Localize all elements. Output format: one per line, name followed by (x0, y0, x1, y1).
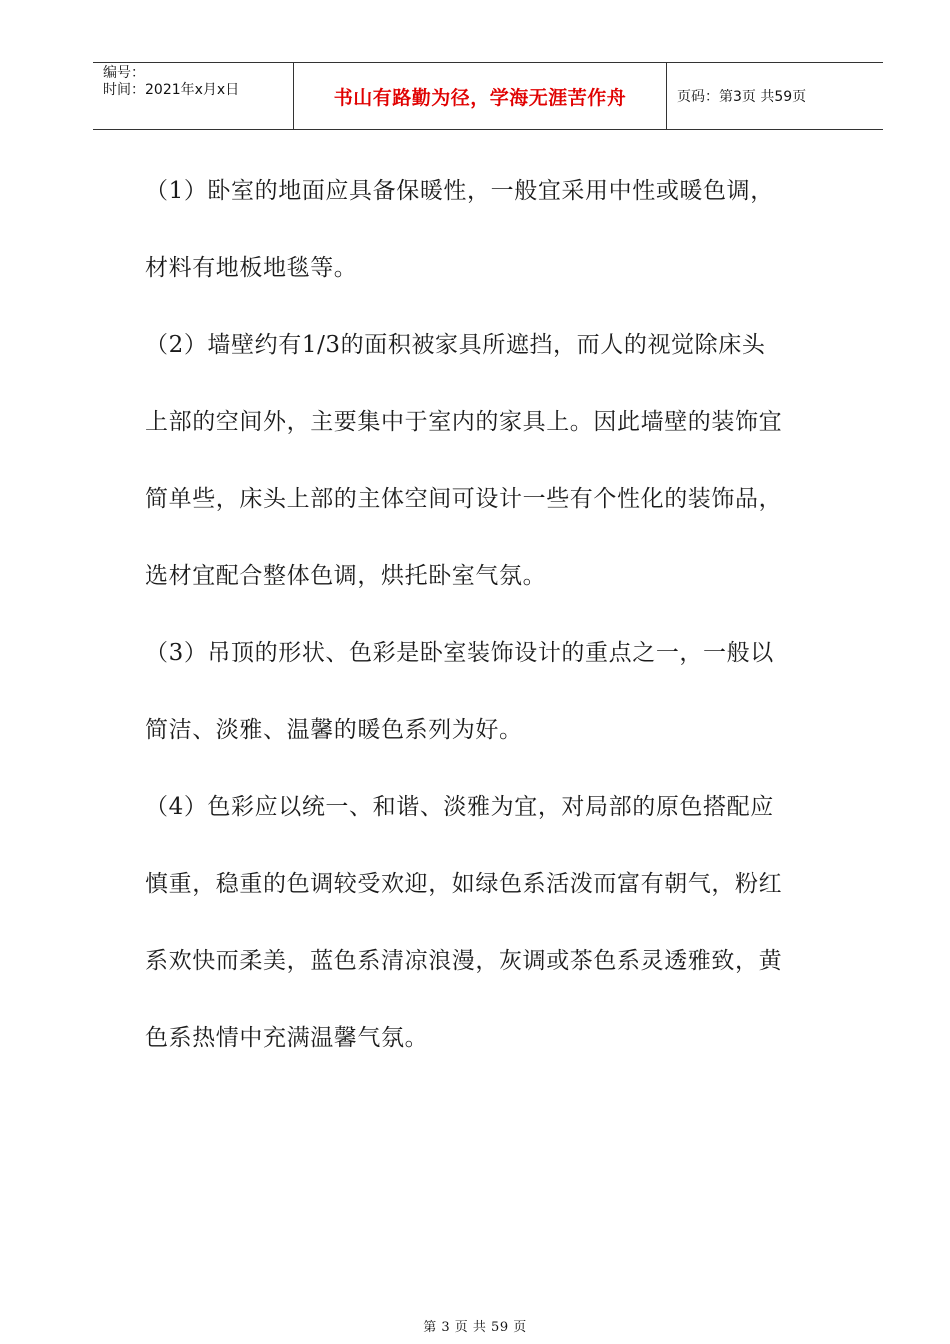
text-line: 上部的空间外，主要集中于室内的家具上。因此墙壁的装饰宜 (145, 409, 783, 435)
text-line: 慎重，稳重的色调较受欢迎，如绿色系活泼而富有朝气，粉红 (145, 871, 783, 897)
text-line: 系欢快而柔美，蓝色系清凉浪漫，灰调或茶色系灵透雅致，黄 (145, 948, 783, 974)
text-line: 选材宜配合整体色调，烘托卧室气氛。 (145, 563, 547, 589)
text-line: 简洁、淡雅、温馨的暖色系列为好。 (145, 717, 523, 743)
time-label: 时间：2021年x月x日 (103, 82, 240, 98)
document-body (145, 153, 845, 1077)
text-line: 材料有地板地毯等。 (145, 255, 358, 281)
header-meta (93, 63, 294, 129)
text-line: 色系热情中充满温馨气氛。 (145, 1025, 429, 1051)
serial-label: 编号： (103, 65, 145, 81)
header-page-info: 页码：第3页 共59页 (677, 89, 807, 105)
text-line: 简单些，床头上部的主体空间可设计一些有个性化的装饰品， (145, 486, 783, 512)
paragraph-1 (145, 153, 845, 307)
paragraph-2 (145, 307, 845, 615)
header-motto: 书山有路勤为径，学海无涯苦作舟 (294, 63, 667, 129)
text-line: （2）墙壁约有1/3的面积被家具所遮挡，而人的视觉除床头 (145, 332, 766, 358)
text-line: （1）卧室的地面应具备保暖性，一般宜采用中性或暖色调， (145, 178, 774, 204)
page-footer: 第 3 页 共 59 页 (423, 1320, 527, 1335)
paragraph-3 (145, 615, 845, 769)
text-line: （3）吊顶的形状、色彩是卧室装饰设计的重点之一，一般以 (145, 640, 774, 666)
page-header (93, 62, 883, 130)
paragraph-4 (145, 769, 845, 1077)
text-line: （4）色彩应以统一、和谐、淡雅为宜，对局部的原色搭配应 (145, 794, 774, 820)
